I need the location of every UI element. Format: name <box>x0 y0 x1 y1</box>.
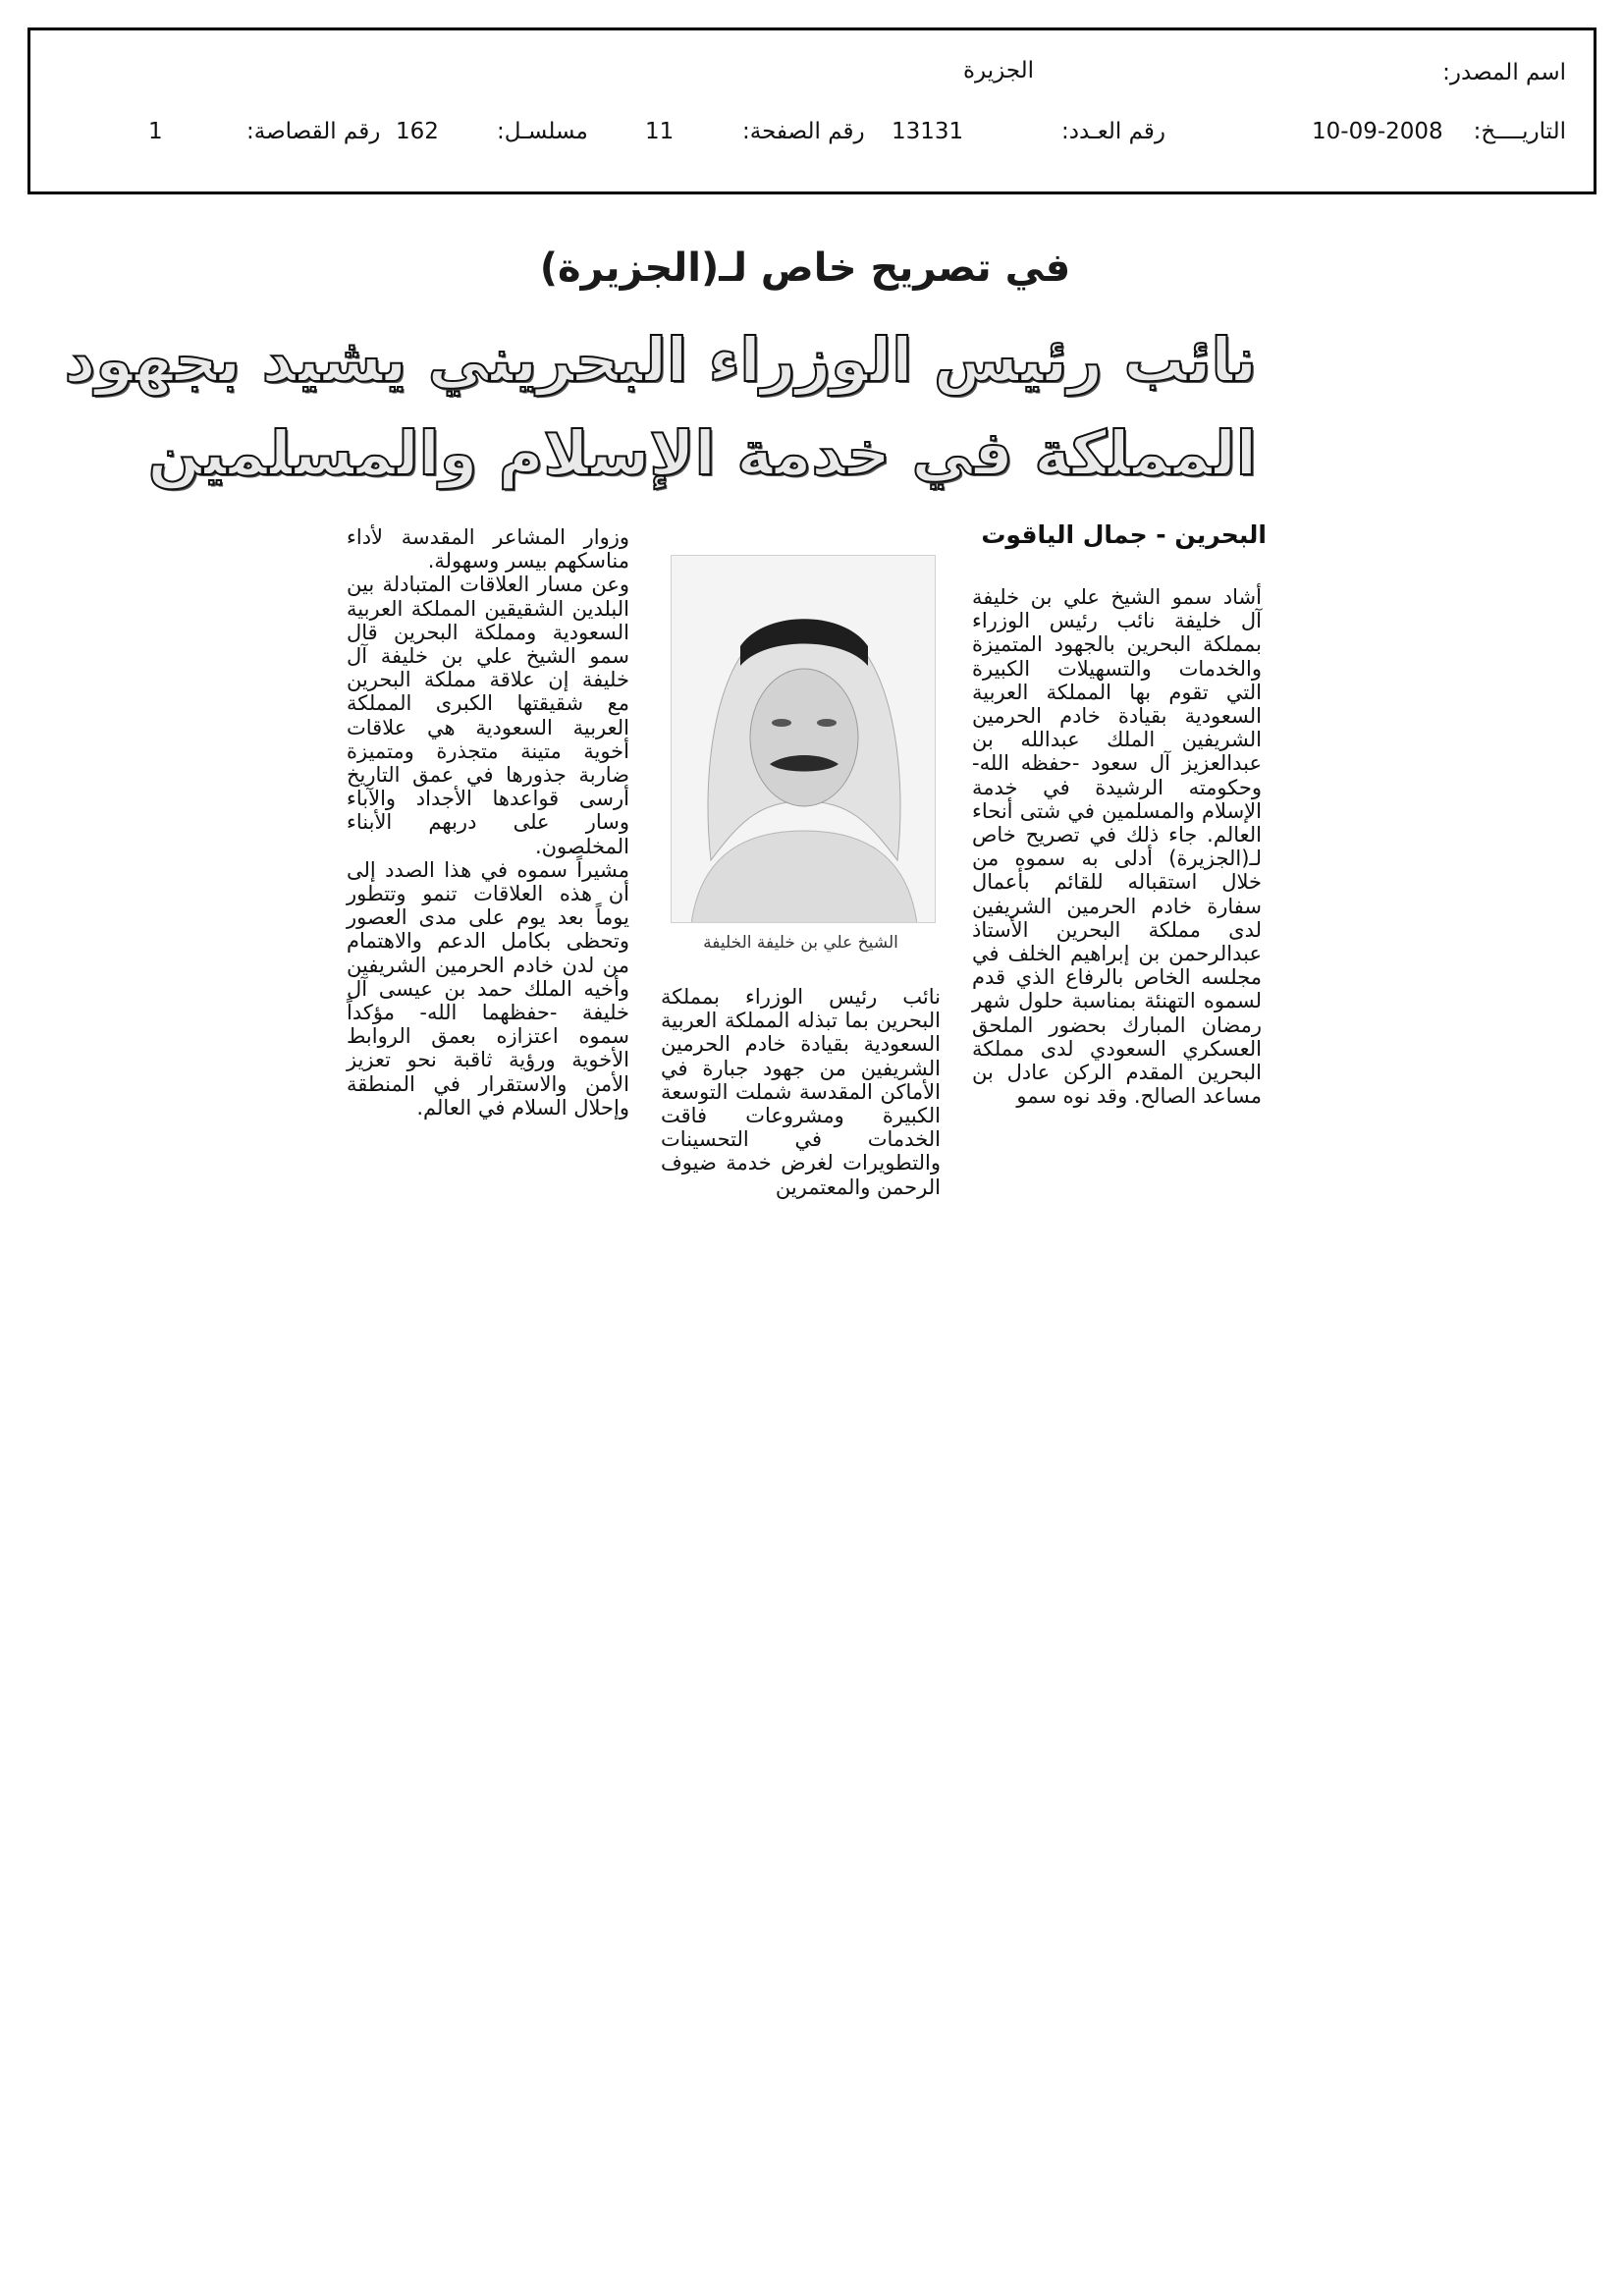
serial-label: مسلسـل: <box>497 119 588 144</box>
photo-caption: الشيخ علي بن خليفة الخليفة <box>703 933 898 953</box>
article-column-left <box>347 525 629 1120</box>
headline-line-1: نائب رئيس الوزراء البحريني يشيد بجهود <box>64 324 1257 396</box>
date-label: التاريــــخ: <box>1473 119 1566 144</box>
portrait-photo <box>671 555 936 923</box>
page-value: 11 <box>645 119 675 144</box>
paragraph: أشاد سمو الشيخ علي بن خليفة آل خليفة نائب رئيس الوزراء بمملكة البحرين بالجهود المتميزة والخدمات والتسهيلات الكبيرة التي تقوم بها المملكة العربية السعودية بقيادة خادم الحرمين الشريفين الملك عبدالله بن عبدالعزيز آل سعود -حفظه الله- وحكومته الرشيدة في خدمة الإسلام والمسلمين في شتى أنحاء العالم. جاء ذلك في تصريح خاص لـ(الجزيرة) أدلى به سموه من خلال استقباله للقائم بأعمال سفارة خادم الحرمين الشريفين لدى مملكة البحرين الأستاذ عبدالرحمن بن إبراهيم الخلف في مجلسه الخاص بالرفاع الذي قدم لسموه التهنئة بمناسبة حلول شهر رمضان المبارك بحضور الملحق العسكري السعودي لدى مملكة البحرين المقدم الركن عادل بن مساعد الصالح. وقد نوه سمو <box>972 585 1262 1109</box>
headline-line-2: المملكة في خدمة الإسلام والمسلمين <box>147 417 1257 489</box>
clip-label: رقم القصاصة: <box>246 119 381 144</box>
byline: البحرين - جمال الياقوت <box>981 520 1267 549</box>
clipping-header <box>27 27 1596 194</box>
source-label: اسم المصدر: <box>1442 60 1566 85</box>
clip-value: 1 <box>148 119 163 144</box>
article-column-right <box>972 585 1262 1108</box>
paragraph: مشيراً سموه في هذا الصدد إلى أن هذه العلاقات تنمو وتتطور يوماً بعد يوم على مدى العصور وتحظى بكامل الدعم والاهتمام من لدن خادم الحرمين الشريفين وأخيه الملك حمد بن عيسى آل خليفة -حفظهما الله- مؤكداً سموه اعتزازه بعمق الروابط الأخوية ورؤية ثاقبة نحو تعزيز الأمن والاستقرار في المنطقة وإحلال السلام في العالم. <box>347 857 629 1120</box>
page-label: رقم الصفحة: <box>742 119 865 144</box>
source-value: الجزيرة <box>963 58 1035 83</box>
article-column-middle <box>661 985 941 1199</box>
article-kicker: في تصريح خاص لـ(الجزيرة) <box>539 246 1071 291</box>
issue-value: 13131 <box>892 119 964 144</box>
serial-value: 162 <box>396 119 439 144</box>
issue-label: رقم العـدد: <box>1061 119 1166 144</box>
paragraph: وزوار المشاعر المقدسة لأداء مناسكهم بيسر وسهولة. <box>347 525 629 574</box>
paragraph: وعن مسار العلاقات المتبادلة بين البلدين الشقيقين المملكة العربية السعودية ومملكة البحرين قال سمو الشيخ علي بن خليفة آل خليفة إن علاقة مملكة البحرين مع شقيقتها الكبرى المملكة العربية السعودية هي علاقات أخوية متينة متجذرة ومتميزة ضاربة جذورها في عمق التاريخ أرسى قواعدها الأجداد والآباء وسار على دربهم الأبناء المخلصون. <box>347 573 629 858</box>
paragraph: نائب رئيس الوزراء بمملكة البحرين بما تبذله المملكة العربية السعودية بقيادة خادم الحرمين الشريفين من جهود جبارة في الأماكن المقدسة شملت التوسعة الكبيرة ومشروعات فاقت الخدمات في التحسينات والتطويرات لغرض خدمة ضيوف الرحمن والمعتمرين <box>661 985 941 1199</box>
date-value: 10-09-2008 <box>1312 119 1443 144</box>
